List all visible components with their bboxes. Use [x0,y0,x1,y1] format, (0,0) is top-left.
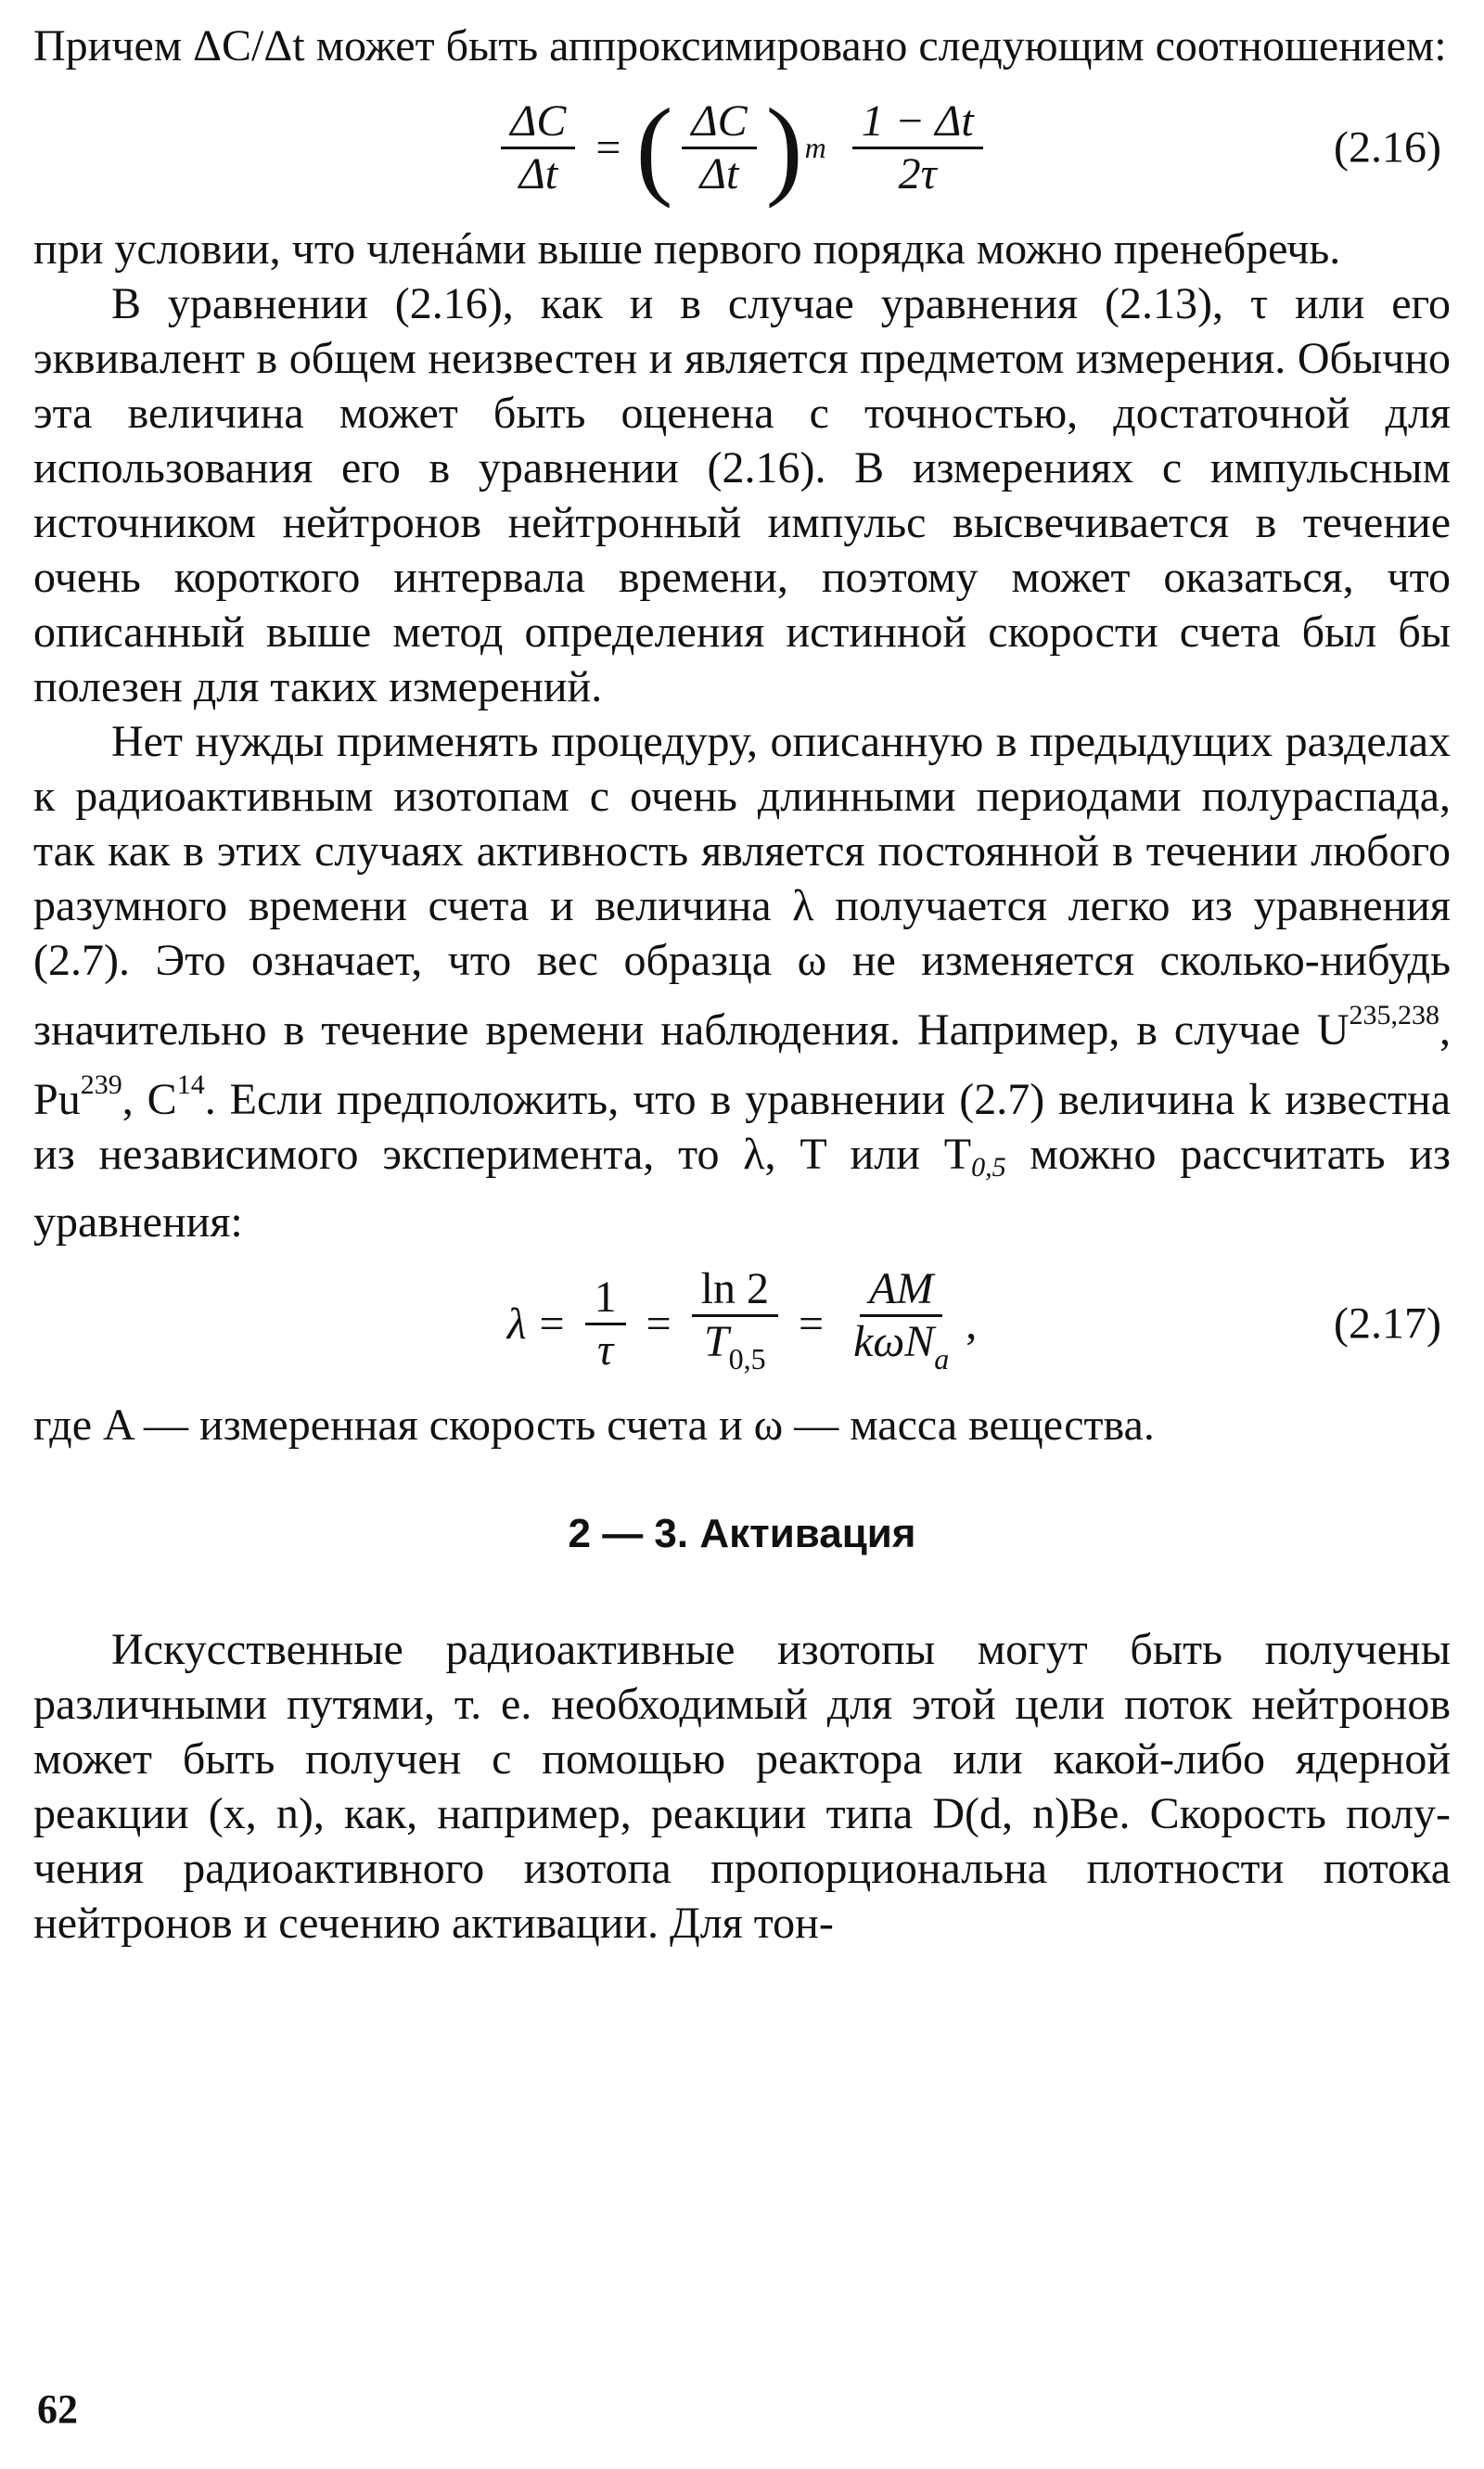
paragraph-3: В уравнении (2.16), как и в случае уравнения (2.13), τ или его эквивалент в общем неизвестен и является предметом измерения. Обычно эта величина может быть оценена с точностью, достаточной для использования его в уравнении (2.16). В измерениях с импульсным источником нейтронов нейтронный импульс высвечивается в течение очень короткого интервала времени, поэтому может оказаться, что описанный выше метод определения истинной скорости счета был бы полезен для таких измерений. [33,279,1451,711]
equation-number: (2.16) [1334,122,1441,173]
equals-sign-1: = [539,1298,565,1349]
equation-number-2-17: (2.17) [1334,1298,1441,1349]
paragraph-4-part-e: можно рассчитать из уравнения: [33,1130,1451,1247]
fraction-3 [844,1264,958,1384]
equals-sign: = [595,122,621,173]
paragraph-4-part-c: , C [122,1075,177,1124]
equals-sign-2: = [646,1298,672,1349]
superscript-carbon: 14 [176,1069,205,1100]
fraction-lhs [501,96,575,199]
fraction-2-den-main: T [703,1316,729,1366]
trailing-comma: , [966,1298,978,1349]
inner-numerator: ΔC [682,96,756,149]
paragraph-4-part-d: . Если предположить, что в уравнении (2.7) величина k известна из независимого эксперимента, то λ, T или T [33,1075,1452,1179]
paragraph-6: Искусственные радиоактивные изотопы могут быть получены различными путями, т. е. необходимый для этой цели поток нейтронов может быть получен с помощью реактора или какой-либо ядерной реакции (x, n), как, например, реакции типа D(d, n)Be. Скорость получения радиоактивного изотопа пропорциональна плотности потока нейтронов и сечению активации. Для тон- [33,1625,1451,1948]
fraction-2-numerator: ln 2 [692,1264,778,1317]
right-numerator: 1 − Δt [852,96,983,149]
fraction-right [852,96,983,199]
equals-sign-3: = [799,1298,825,1349]
section-heading: 2 — 3. Активация [568,1511,916,1556]
paragraph-4 [33,714,1451,1249]
fraction-2 [692,1264,778,1384]
fraction-1 [585,1273,626,1375]
equation-2-17 [33,1249,1451,1398]
paragraph-4-part-b: , Pu [33,1005,1451,1124]
paragraph-4-part-a: Нет нужды применять процедуру, описанную в предыдущих разделах к радиоактивным изотопам с очень длинными периодами полураспада, так как в этих случаях активность является постоянной в течении любого разумного времени счета и величина λ получается легко из уравнения (2.7). Это означает, что вес образца ω не изменяется сколько-нибудь значительно в течение времени наблюдения. Например, в случае U [33,717,1451,1055]
inner-denominator: Δt [699,148,739,198]
paragraph-2: при условии, что членáми выше первого порядка можно пренебречь. [33,224,1341,274]
fraction-2-den-sub: 0,5 [728,1341,766,1375]
fraction-3-den-main: kωN [853,1316,935,1366]
lhs-denominator: Δt [518,148,558,198]
page-number: 62 [37,2386,78,2432]
fraction-inner [682,96,756,199]
fraction-3-numerator: AM [860,1264,942,1317]
fraction-1-numerator: 1 [585,1273,626,1325]
left-paren: ( [635,85,673,209]
fraction-3-den-sub: a [934,1341,950,1375]
fraction-3-denominator [844,1317,958,1384]
fraction-1-denominator: τ [596,1324,614,1375]
subscript-m: m [804,130,826,164]
right-denominator: 2τ [898,148,937,198]
lhs-numerator: ΔC [501,96,575,149]
paragraph-5: где A — измеренная скорость счета и ω — масса вещества. [33,1401,1155,1450]
superscript-plutonium: 239 [80,1069,122,1100]
subscript-half-life: 0,5 [971,1152,1006,1183]
paragraph-1: Причем ΔC/Δt может быть аппроксимировано следующим соотношением: [33,21,1447,70]
lambda-symbol: λ [506,1298,527,1349]
equation-2-16 [33,73,1451,222]
fraction-2-denominator [695,1317,775,1384]
right-paren: ) [765,85,803,209]
superscript-uranium: 235,238 [1349,1000,1439,1030]
